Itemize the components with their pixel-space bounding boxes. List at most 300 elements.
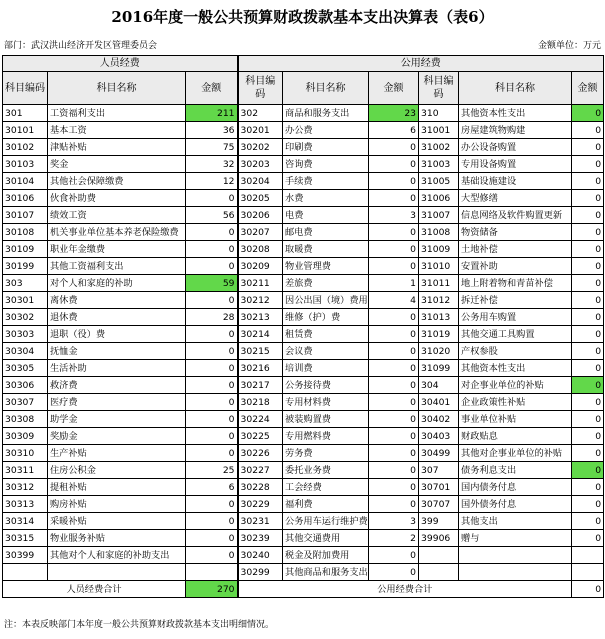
col-name: 科目名称 [48, 72, 186, 105]
cell-code: 31020 [419, 343, 459, 360]
cell-code [419, 547, 459, 564]
cell-amount: 0 [369, 377, 419, 394]
table-row [3, 564, 604, 581]
cell-code: 30315 [3, 530, 48, 547]
table-row [3, 462, 604, 479]
cell-code: 31003 [419, 156, 459, 173]
table-row [3, 428, 604, 445]
cell-amount: 0 [186, 241, 238, 258]
cell-name: 福利费 [283, 496, 369, 513]
cell-code: 30308 [3, 411, 48, 428]
cell-name: 基本工资 [48, 122, 186, 139]
cell-code: 30104 [3, 173, 48, 190]
cell-code: 30302 [3, 309, 48, 326]
cell-amount: 0 [572, 173, 604, 190]
cell-amount: 0 [186, 394, 238, 411]
cell-code: 30216 [238, 360, 283, 377]
cell-amount: 3 [369, 513, 419, 530]
table-row [3, 445, 604, 462]
table-row [3, 207, 604, 224]
col-amount: 金额 [572, 72, 604, 105]
table-row [3, 173, 604, 190]
table-row [3, 547, 604, 564]
cell-name: 其他工资福利支出 [48, 258, 186, 275]
cell-code: 30707 [419, 496, 459, 513]
cell-amount: 0 [572, 496, 604, 513]
cell-name: 其他对企事业单位的补贴 [459, 445, 572, 462]
cell-amount: 3 [369, 207, 419, 224]
cell-code: 30311 [3, 462, 48, 479]
cell-code: 31012 [419, 292, 459, 309]
cell-name: 绩效工资 [48, 207, 186, 224]
cell-amount: 4 [369, 292, 419, 309]
cell-name [48, 564, 186, 581]
cell-code: 30215 [238, 343, 283, 360]
cell-code: 30226 [238, 445, 283, 462]
cell-amount: 0 [369, 547, 419, 564]
cell-code: 30199 [3, 258, 48, 275]
cell-amount: 0 [186, 496, 238, 513]
table-row [3, 326, 604, 343]
cell-amount: 0 [186, 411, 238, 428]
table-row [3, 377, 604, 394]
cell-amount: 0 [186, 360, 238, 377]
cell-name: 物业服务补贴 [48, 530, 186, 547]
footnote: 注：本表反映部门本年度一般公共预算财政拨款基本支出明细情况。 [4, 620, 275, 630]
cell-amount: 0 [572, 428, 604, 445]
cell-amount: 0 [572, 224, 604, 241]
unit-label: 金额单位：万元 [537, 41, 601, 51]
col-amount: 金额 [369, 72, 419, 105]
section-personnel: 人员经费 [3, 56, 238, 72]
cell-code: 30310 [3, 445, 48, 462]
cell-name: 职业年金缴费 [48, 241, 186, 258]
cell-code: 31011 [419, 275, 459, 292]
cell-code: 31002 [419, 139, 459, 156]
table-body [3, 105, 604, 581]
cell-amount: 0 [369, 445, 419, 462]
cell-name: 提租补贴 [48, 479, 186, 496]
cell-code: 30313 [3, 496, 48, 513]
cell-amount: 0 [572, 377, 604, 394]
cell-name: 公务用车运行维护费 [283, 513, 369, 530]
cell-code: 303 [3, 275, 48, 292]
cell-amount: 12 [186, 173, 238, 190]
cell-amount: 0 [369, 173, 419, 190]
cell-amount: 0 [186, 445, 238, 462]
cell-amount: 0 [186, 343, 238, 360]
cell-name: 伙食补助费 [48, 190, 186, 207]
cell-name: 离休费 [48, 292, 186, 309]
cell-code: 30103 [3, 156, 48, 173]
cell-amount: 28 [186, 309, 238, 326]
cell-code: 304 [419, 377, 459, 394]
cell-name: 事业单位补贴 [459, 411, 572, 428]
cell-amount: 25 [186, 462, 238, 479]
cell-amount: 0 [572, 292, 604, 309]
cell-amount: 0 [369, 224, 419, 241]
table-row [3, 360, 604, 377]
cell-code: 30301 [3, 292, 48, 309]
cell-code: 31006 [419, 190, 459, 207]
cell-name: 助学金 [48, 411, 186, 428]
cell-code: 30102 [3, 139, 48, 156]
cell-name: 产权参股 [459, 343, 572, 360]
cell-name [459, 547, 572, 564]
cell-code: 30204 [238, 173, 283, 190]
cell-amount: 0 [572, 326, 604, 343]
cell-code: 30403 [419, 428, 459, 445]
cell-name: 企业政策性补贴 [459, 394, 572, 411]
personnel-total-label: 人员经费合计 [3, 581, 186, 598]
cell-name: 公务接待费 [283, 377, 369, 394]
cell-code: 30211 [238, 275, 283, 292]
column-header-row [3, 72, 604, 105]
cell-amount: 0 [186, 530, 238, 547]
cell-amount: 23 [369, 105, 419, 122]
cell-code [3, 564, 48, 581]
cell-amount: 0 [572, 394, 604, 411]
cell-amount: 0 [572, 445, 604, 462]
table-row [3, 224, 604, 241]
table-row [3, 275, 604, 292]
cell-amount: 0 [186, 428, 238, 445]
cell-amount: 56 [186, 207, 238, 224]
cell-code: 31010 [419, 258, 459, 275]
cell-amount: 32 [186, 156, 238, 173]
cell-name: 工会经费 [283, 479, 369, 496]
cell-name: 租赁费 [283, 326, 369, 343]
cell-code: 307 [419, 462, 459, 479]
cell-amount: 0 [572, 530, 604, 547]
cell-amount [572, 547, 604, 564]
cell-amount [572, 564, 604, 581]
cell-name: 差旅费 [283, 275, 369, 292]
cell-amount: 0 [369, 496, 419, 513]
table-row [3, 122, 604, 139]
cell-code: 30401 [419, 394, 459, 411]
cell-name: 其他支出 [459, 513, 572, 530]
cell-name: 财政贴息 [459, 428, 572, 445]
cell-code: 30304 [3, 343, 48, 360]
cell-name: 委托业务费 [283, 462, 369, 479]
cell-code: 30108 [3, 224, 48, 241]
cell-amount: 0 [369, 326, 419, 343]
cell-code: 30202 [238, 139, 283, 156]
cell-name: 债务利息支出 [459, 462, 572, 479]
cell-name: 退休费 [48, 309, 186, 326]
cell-name: 采暖补贴 [48, 513, 186, 530]
cell-amount: 0 [369, 343, 419, 360]
cell-amount: 0 [186, 292, 238, 309]
cell-name: 其他商品和服务支出 [283, 564, 369, 581]
table-row [3, 292, 604, 309]
cell-name: 退职（役）费 [48, 326, 186, 343]
cell-code: 30207 [238, 224, 283, 241]
cell-amount: 0 [572, 241, 604, 258]
public-total-label: 公用经费合计 [238, 581, 572, 598]
cell-name: 国内债务付息 [459, 479, 572, 496]
cell-code: 30231 [238, 513, 283, 530]
cell-name: 对个人和家庭的补助 [48, 275, 186, 292]
cell-name: 公务用车购置 [459, 309, 572, 326]
cell-amount: 75 [186, 139, 238, 156]
cell-name: 奖金 [48, 156, 186, 173]
cell-name: 税金及附加费用 [283, 547, 369, 564]
cell-amount: 0 [572, 105, 604, 122]
cell-amount: 36 [186, 122, 238, 139]
table-row [3, 496, 604, 513]
cell-name: 大型修缮 [459, 190, 572, 207]
cell-amount: 0 [186, 258, 238, 275]
cell-code: 30227 [238, 462, 283, 479]
cell-code: 31019 [419, 326, 459, 343]
cell-amount: 6 [186, 479, 238, 496]
cell-code: 30107 [3, 207, 48, 224]
cell-name: 房屋建筑物购建 [459, 122, 572, 139]
cell-amount: 59 [186, 275, 238, 292]
cell-code: 30402 [419, 411, 459, 428]
cell-name: 被装购置费 [283, 411, 369, 428]
cell-code: 30228 [238, 479, 283, 496]
cell-amount: 0 [369, 360, 419, 377]
table-row [3, 513, 604, 530]
cell-amount: 0 [572, 513, 604, 530]
table-row [3, 479, 604, 496]
personnel-total-value: 270 [186, 581, 238, 598]
totals-row [3, 581, 604, 598]
cell-name: 住房公积金 [48, 462, 186, 479]
cell-amount: 0 [186, 224, 238, 241]
cell-code: 30206 [238, 207, 283, 224]
cell-name: 邮电费 [283, 224, 369, 241]
cell-name: 物资储备 [459, 224, 572, 241]
cell-amount: 0 [572, 139, 604, 156]
cell-amount: 0 [369, 564, 419, 581]
cell-name: 咨询费 [283, 156, 369, 173]
cell-code: 30208 [238, 241, 283, 258]
cell-amount: 0 [369, 394, 419, 411]
cell-name: 因公出国（境）费用 [283, 292, 369, 309]
cell-amount: 0 [186, 326, 238, 343]
col-code: 科目编码 [3, 72, 48, 105]
cell-code: 30307 [3, 394, 48, 411]
table-row [3, 343, 604, 360]
cell-name: 专用燃料费 [283, 428, 369, 445]
cell-name: 其他对个人和家庭的补助支出 [48, 547, 186, 564]
expenditure-table [2, 55, 604, 598]
cell-name: 购房补贴 [48, 496, 186, 513]
cell-amount [186, 564, 238, 581]
cell-name: 抚恤金 [48, 343, 186, 360]
cell-code: 30224 [238, 411, 283, 428]
cell-amount: 0 [572, 190, 604, 207]
table-row [3, 156, 604, 173]
cell-amount: 0 [369, 411, 419, 428]
cell-code: 30399 [3, 547, 48, 564]
cell-amount: 0 [572, 275, 604, 292]
cell-code: 31099 [419, 360, 459, 377]
cell-code: 30109 [3, 241, 48, 258]
cell-amount: 211 [186, 105, 238, 122]
cell-name: 机关事业单位基本养老保险缴费 [48, 224, 186, 241]
cell-name: 其他交通工具购置 [459, 326, 572, 343]
cell-name: 医疗费 [48, 394, 186, 411]
cell-name: 办公设备购置 [459, 139, 572, 156]
cell-code: 30209 [238, 258, 283, 275]
cell-code: 31005 [419, 173, 459, 190]
cell-amount: 0 [572, 462, 604, 479]
cell-code: 30218 [238, 394, 283, 411]
cell-code [419, 564, 459, 581]
cell-amount: 0 [572, 343, 604, 360]
cell-amount: 0 [572, 309, 604, 326]
cell-name: 专用设备购置 [459, 156, 572, 173]
cell-code: 399 [419, 513, 459, 530]
col-code: 科目编码 [419, 72, 459, 105]
table-row [3, 105, 604, 122]
cell-name: 其他社会保障缴费 [48, 173, 186, 190]
cell-amount: 1 [369, 275, 419, 292]
cell-name: 拆迁补偿 [459, 292, 572, 309]
cell-name: 商品和服务支出 [283, 105, 369, 122]
cell-name: 救济费 [48, 377, 186, 394]
table-row [3, 241, 604, 258]
cell-code: 30305 [3, 360, 48, 377]
cell-code: 31013 [419, 309, 459, 326]
cell-amount: 0 [572, 360, 604, 377]
table-row [3, 309, 604, 326]
cell-code: 31009 [419, 241, 459, 258]
cell-name: 对企事业单位的补贴 [459, 377, 572, 394]
public-total-value: 0 [572, 581, 604, 598]
cell-amount: 0 [186, 377, 238, 394]
col-amount: 金额 [186, 72, 238, 105]
cell-code: 30217 [238, 377, 283, 394]
cell-code: 30701 [419, 479, 459, 496]
table-row [3, 411, 604, 428]
cell-amount: 0 [369, 139, 419, 156]
cell-code: 30303 [3, 326, 48, 343]
col-name: 科目名称 [459, 72, 572, 105]
cell-code: 30309 [3, 428, 48, 445]
cell-code: 30299 [238, 564, 283, 581]
cell-amount: 0 [369, 258, 419, 275]
cell-amount: 0 [186, 190, 238, 207]
cell-name: 劳务费 [283, 445, 369, 462]
department-label: 部门：武汉洪山经济开发区管理委员会 [4, 41, 158, 51]
cell-amount: 0 [186, 547, 238, 564]
cell-amount: 0 [572, 411, 604, 428]
cell-amount: 2 [369, 530, 419, 547]
cell-code: 30106 [3, 190, 48, 207]
cell-amount: 0 [369, 462, 419, 479]
cell-amount: 0 [572, 207, 604, 224]
cell-code: 39906 [419, 530, 459, 547]
cell-amount: 6 [369, 122, 419, 139]
cell-code: 30225 [238, 428, 283, 445]
cell-code: 30213 [238, 309, 283, 326]
cell-amount: 0 [572, 479, 604, 496]
cell-code: 31001 [419, 122, 459, 139]
cell-name: 赠与 [459, 530, 572, 547]
cell-name: 印刷费 [283, 139, 369, 156]
cell-code: 30212 [238, 292, 283, 309]
cell-name: 专用材料费 [283, 394, 369, 411]
cell-amount: 0 [369, 190, 419, 207]
cell-amount: 0 [369, 309, 419, 326]
table-row [3, 530, 604, 547]
cell-name: 基础设施建设 [459, 173, 572, 190]
table-row [3, 394, 604, 411]
cell-code: 30214 [238, 326, 283, 343]
section-public: 公用经费 [238, 56, 604, 72]
cell-name: 生产补贴 [48, 445, 186, 462]
table-row [3, 139, 604, 156]
cell-code: 30201 [238, 122, 283, 139]
col-code: 科目编码 [238, 72, 283, 105]
cell-name: 其他资本性支出 [459, 105, 572, 122]
cell-name: 维修（护）费 [283, 309, 369, 326]
cell-name: 水费 [283, 190, 369, 207]
cell-name: 奖励金 [48, 428, 186, 445]
cell-code: 30205 [238, 190, 283, 207]
cell-amount: 0 [186, 513, 238, 530]
cell-amount: 0 [369, 156, 419, 173]
cell-code: 30240 [238, 547, 283, 564]
table-row [3, 258, 604, 275]
cell-name: 电费 [283, 207, 369, 224]
cell-code: 30203 [238, 156, 283, 173]
cell-amount: 0 [572, 122, 604, 139]
cell-name: 信息网络及软件购置更新 [459, 207, 572, 224]
cell-code: 30306 [3, 377, 48, 394]
section-header-row [3, 56, 604, 72]
cell-code: 30101 [3, 122, 48, 139]
cell-code: 30314 [3, 513, 48, 530]
cell-name [459, 564, 572, 581]
cell-code: 30312 [3, 479, 48, 496]
cell-code: 30229 [238, 496, 283, 513]
report-title: 2016年度一般公共预算财政拨款基本支出决算表（表6） [111, 8, 494, 26]
cell-name: 手续费 [283, 173, 369, 190]
cell-name: 办公费 [283, 122, 369, 139]
cell-code: 31008 [419, 224, 459, 241]
cell-name: 培训费 [283, 360, 369, 377]
cell-amount: 0 [369, 479, 419, 496]
cell-amount: 0 [572, 258, 604, 275]
cell-name: 安置补助 [459, 258, 572, 275]
cell-name: 生活补助 [48, 360, 186, 377]
cell-code: 31007 [419, 207, 459, 224]
cell-amount: 0 [369, 428, 419, 445]
cell-amount: 0 [369, 241, 419, 258]
cell-code: 302 [238, 105, 283, 122]
cell-name: 津贴补贴 [48, 139, 186, 156]
cell-name: 国外债务付息 [459, 496, 572, 513]
cell-name: 其他资本性支出 [459, 360, 572, 377]
cell-name: 土地补偿 [459, 241, 572, 258]
col-name: 科目名称 [283, 72, 369, 105]
cell-code: 30239 [238, 530, 283, 547]
cell-name: 其他交通费用 [283, 530, 369, 547]
table-row [3, 190, 604, 207]
cell-name: 取暖费 [283, 241, 369, 258]
cell-amount: 0 [572, 156, 604, 173]
cell-code: 301 [3, 105, 48, 122]
cell-name: 会议费 [283, 343, 369, 360]
cell-code: 30499 [419, 445, 459, 462]
